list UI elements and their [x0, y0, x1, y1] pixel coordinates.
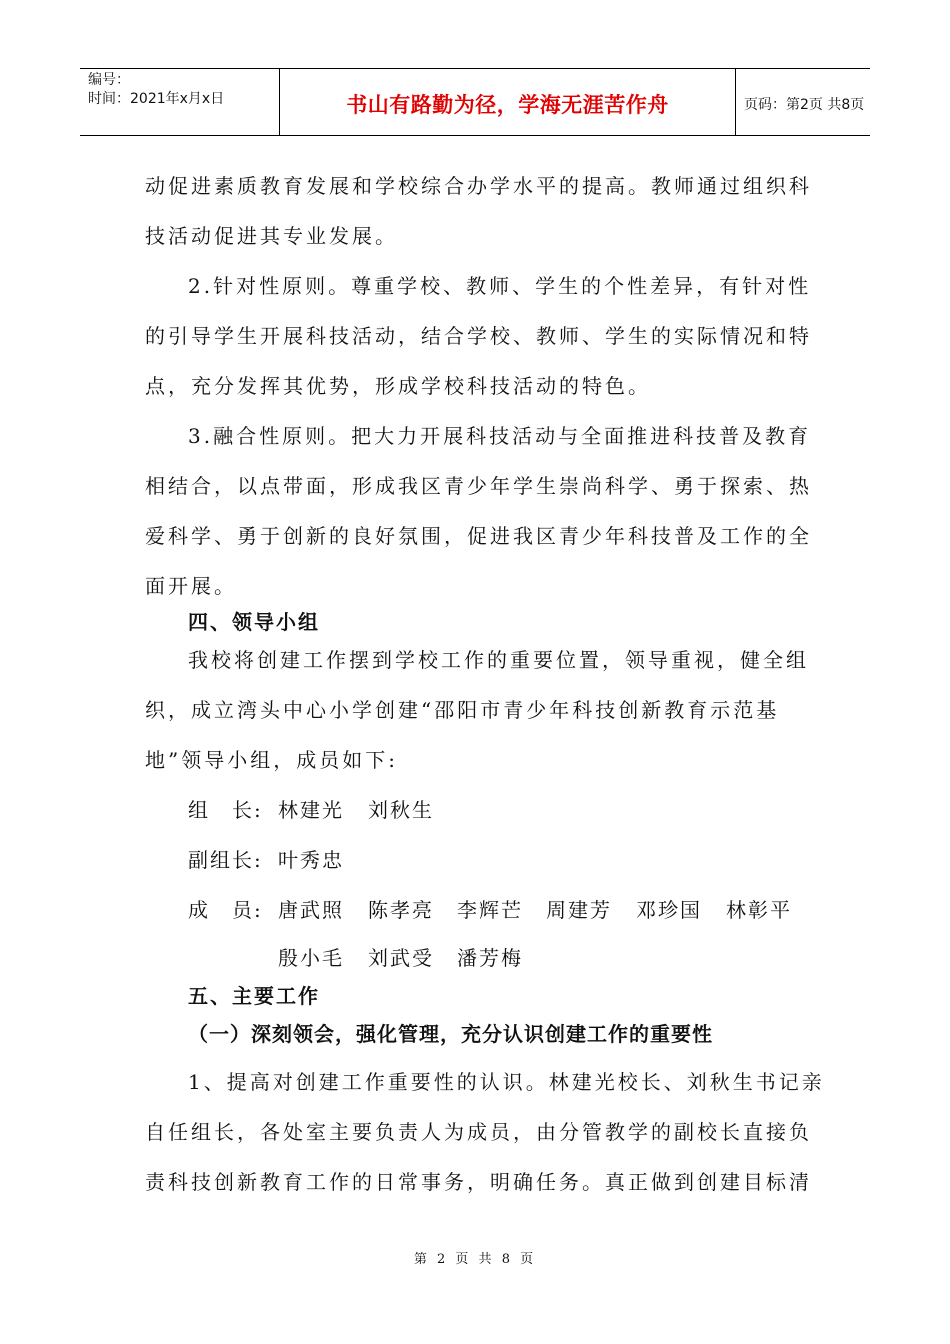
leader-label: 组 长: [188, 798, 263, 822]
body-line: 2.针对性原则。尊重学校、教师、学生的个性差异，有针对性 [188, 274, 812, 298]
body-line: 点，充分发挥其优势，形成学校科技活动的特色。 [145, 374, 651, 398]
body-line: 爱科学、勇于创新的良好氛围，促进我区青少年科技普及工作的全 [145, 524, 812, 548]
body-line: 相结合，以点带面，形成我区青少年学生崇尚科学、勇于探索、热 [145, 474, 812, 498]
member-name: 潘芳梅 [457, 946, 523, 970]
member-name: 刘武受 [368, 946, 434, 970]
member-name: 殷小毛 [278, 946, 344, 970]
body-line: 地”领导小组，成员如下: [145, 748, 398, 772]
section-heading: 四、领导小组 [188, 610, 320, 634]
member-name: 林彰平 [726, 898, 792, 922]
body-line: 动促进素质教育发展和学校综合办学水平的提高。教师通过组织科 [145, 174, 812, 198]
section-heading: 五、主要工作 [188, 984, 320, 1008]
number-label: 编号： [88, 72, 130, 88]
document-header [80, 68, 870, 136]
body-line: 自任组长，各处室主要负责人为成员，由分管教学的副校长直接负 [145, 1120, 812, 1144]
member-name: 邓珍国 [636, 898, 702, 922]
page-footer: 第 2 页 共 8 页 [413, 1252, 537, 1267]
header-motto-cell [280, 69, 736, 135]
body-line: 织，成立湾头中心小学创建“邵阳市青少年科技创新教育示范基 [145, 698, 780, 722]
motto: 书山有路勤为径，学海无涯苦作舟 [346, 93, 669, 117]
body-line: 我校将创建工作摆到学校工作的重要位置，领导重视，健全组 [188, 648, 809, 672]
deputy-name: 叶秀忠 [278, 848, 344, 872]
header-meta [80, 69, 280, 135]
body-line: 面开展。 [145, 574, 237, 598]
subsection-heading: （一）深刻领会，强化管理，充分认识创建工作的重要性 [188, 1022, 713, 1046]
body-line: 3.融合性原则。把大力开展科技活动与全面推进科技普及教育 [188, 424, 812, 448]
member-name: 陈孝亮 [368, 898, 434, 922]
body-line: 责科技创新教育工作的日常事务，明确任务。真正做到创建目标清 [145, 1170, 812, 1194]
body-line: 技活动促进其专业发展。 [145, 224, 398, 248]
body-line: 的引导学生开展科技活动，结合学校、教师、学生的实际情况和特 [145, 324, 812, 348]
body-line: 1、提高对创建工作重要性的认识。林建光校长、刘秋生书记亲 [188, 1070, 825, 1094]
date-label: 时间：2021年x月x日 [88, 91, 225, 107]
leader-name: 刘秋生 [368, 798, 434, 822]
page-label: 页码：第2页 共8页 [744, 97, 865, 113]
deputy-label: 副组长: [188, 848, 263, 872]
member-name: 唐武照 [278, 898, 344, 922]
member-name: 李辉芒 [457, 898, 523, 922]
member-name: 周建芳 [546, 898, 612, 922]
member-label: 成 员: [188, 898, 263, 922]
leader-name: 林建光 [278, 798, 344, 822]
header-page-cell [736, 69, 870, 135]
